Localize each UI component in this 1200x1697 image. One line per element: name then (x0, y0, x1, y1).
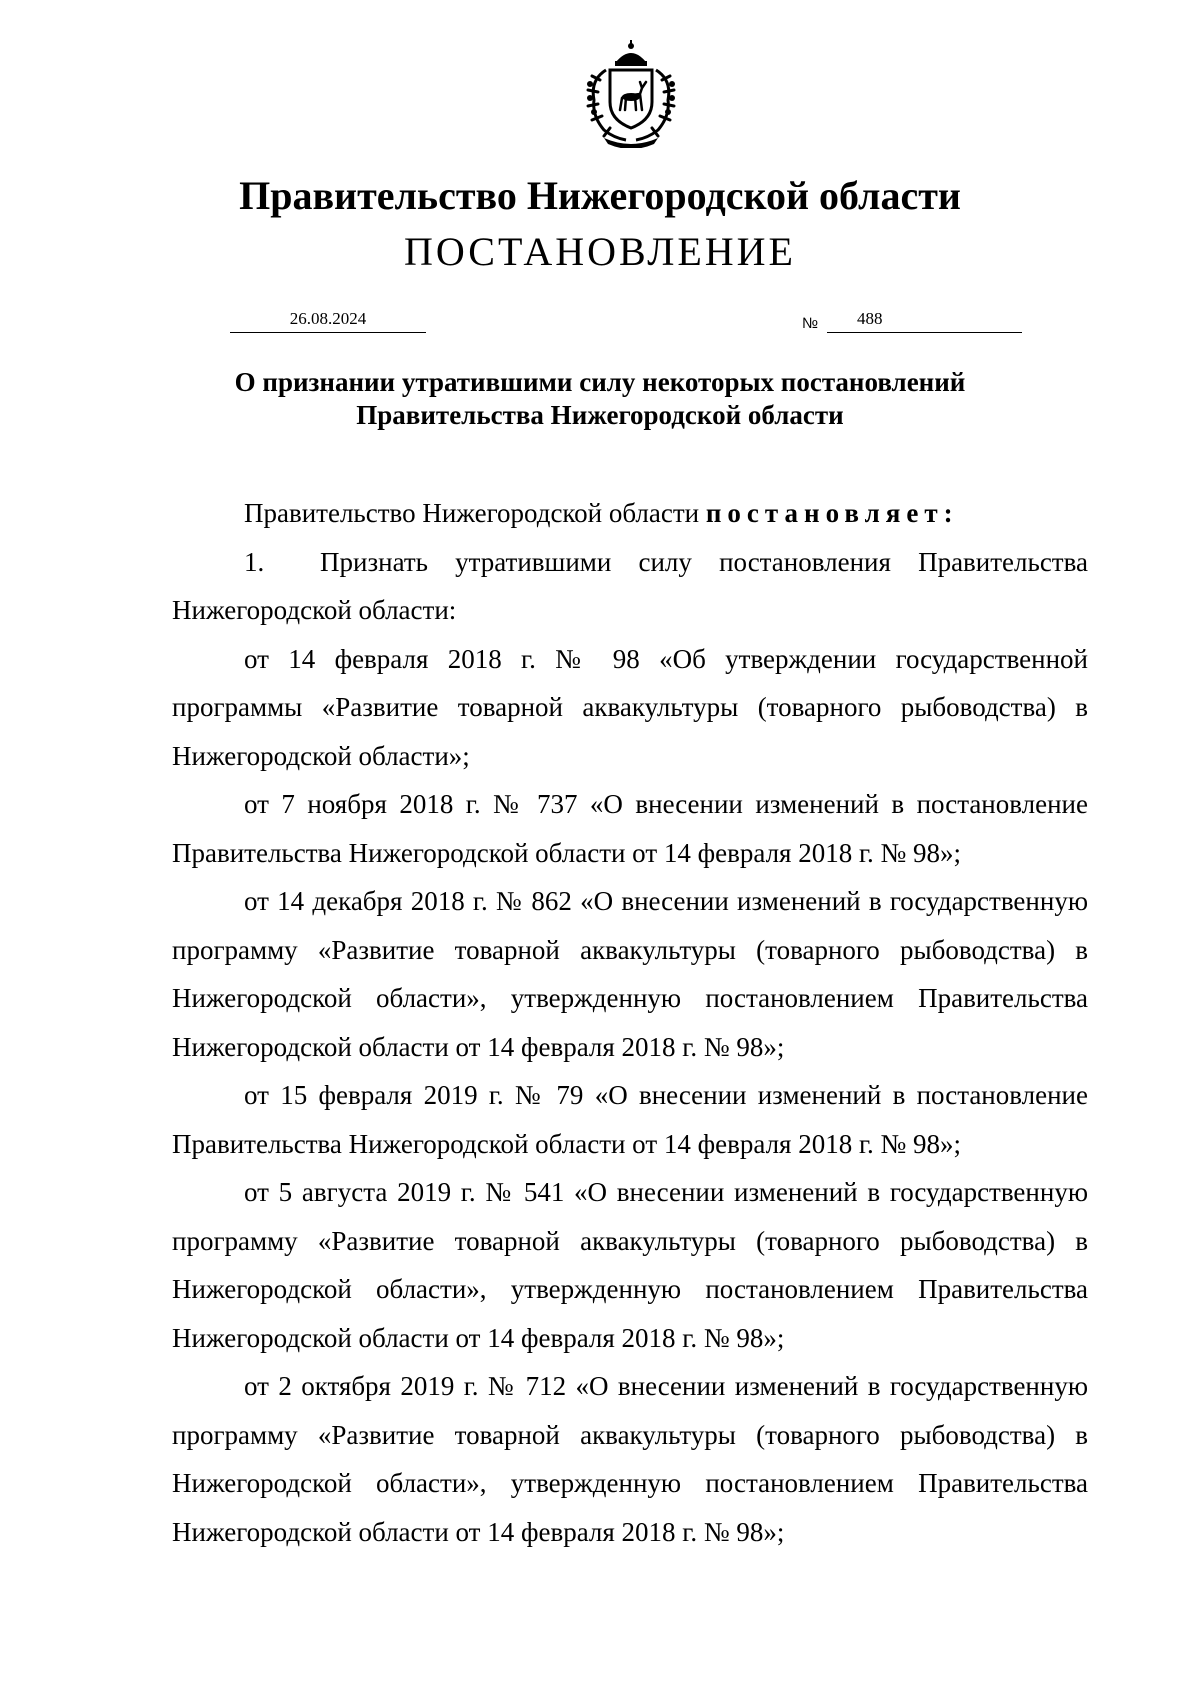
document-number: 488 (857, 309, 883, 328)
item-1-text: Признать утратившими силу постановления Правительства Нижегородской области: (172, 546, 1088, 625)
item-1-number: 1. (244, 546, 265, 577)
act-paragraph: от 14 февраля 2018 г. № 98 «Об утверждении государственной программы «Развитие товарной аквакультуры (товарного рыбоводства) в Нижегородской области»; (172, 643, 1088, 771)
act-paragraph: от 14 декабря 2018 г. № 862 «О внесении изменений в государственную программу «Развитие товарной аквакультуры (товарного рыбоводства) в Нижегородской области», утвержденную постановлением Правительства Нижегородской области от 14 февраля 2018 г. № 98»; (172, 886, 1088, 1062)
number-sign: № (802, 315, 819, 332)
item-1-paragraph (172, 538, 1088, 635)
document-body (172, 489, 1088, 1556)
subject-line-2: Правительства Нижегородской области (356, 400, 844, 430)
document-type: ПОСТАНОВЛЕНИЕ (404, 229, 796, 274)
act-paragraph: от 7 ноября 2018 г. № 737 «О внесении изменений в постановление Правительства Нижегородской области от 14 февраля 2018 г. № 98»; (172, 789, 1088, 868)
preamble-paragraph (172, 489, 1088, 538)
act-paragraph: от 2 октября 2019 г. № 712 «О внесении изменений в государственную программу «Развитие товарной аквакультуры (товарного рыбоводства) в Нижегородской области», утвержденную постановлением Правительства Нижегородской области от 14 февраля 2018 г. № 98»; (172, 1371, 1088, 1547)
preamble-text: Правительство Нижегородской области (244, 498, 706, 528)
act-paragraph: от 5 августа 2019 г. № 541 «О внесении изменений в государственную программу «Развитие товарной аквакультуры (товарного рыбоводства) в Нижегородской области», утвержденную постановлением Правительства Нижегородской области от 14 февраля 2018 г. № 98»; (172, 1177, 1088, 1353)
subject-line-1: О признании утратившими силу некоторых постановлений (234, 367, 966, 397)
government-title: Правительство Нижегородской области (239, 173, 961, 218)
document-number-field (827, 308, 1022, 333)
document-date: 26.08.2024 (230, 308, 426, 333)
coat-of-arms-emblem (570, 40, 692, 148)
act-paragraph: от 15 февраля 2019 г. № 79 «О внесении изменений в постановление Правительства Нижегородской области от 14 февраля 2018 г. № 98»; (172, 1080, 1088, 1159)
preamble-resolves: постановляет: (705, 498, 959, 528)
document-subject (0, 366, 1200, 432)
